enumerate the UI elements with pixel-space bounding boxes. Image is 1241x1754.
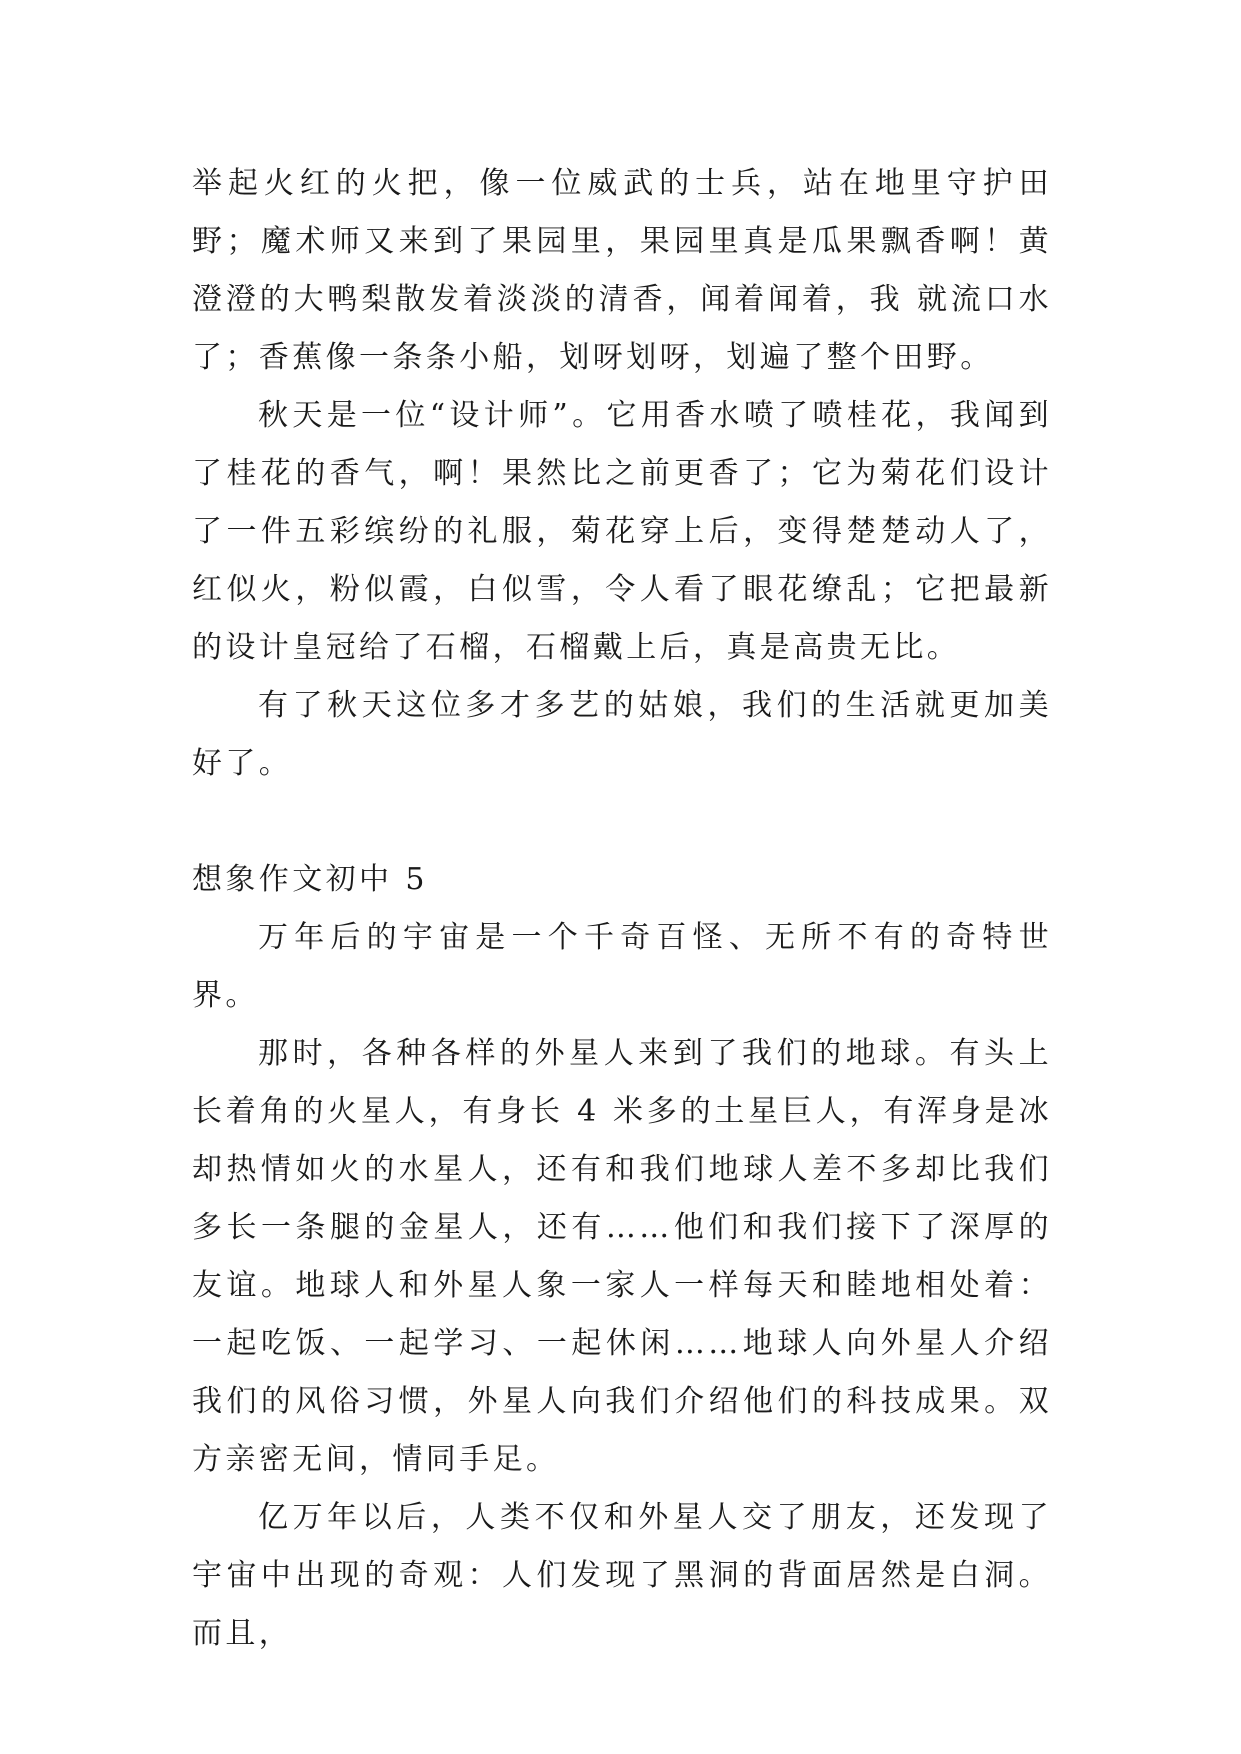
paragraph-white-hole: 亿万年以后，人类不仅和外星人交了朋友，还发现了宇宙中出现的奇观：人们发现了黑洞的背面居然是白洞。而且， — [192, 1500, 1052, 1651]
paragraph-fire-torch: 举起火红的火把，像一位威武的士兵，站在地里守护田野；魔术师又来到了果园里，果园里真是瓜果飘香啊！黄澄澄的大鸭梨散发着淡淡的清香，闻着闻着，我 就流口水了；香蕉像一条条小船，划呀划呀，划遍了整个田野。 — [192, 166, 1052, 375]
paragraph-aliens: 那时，各种各样的外星人来到了我们的地球。有头上长着角的火星人，有身长 4 米多的土星巨人，有浑身是冰却热情如火的水星人，还有和我们地球人差不多却比我们多长一条腿的金星人，还有……他们和我们接下了深厚的友谊。地球人和外星人象一家人一样每天和睦地相处着：一起吃饭、一起学习、一起休闲……地球人向外星人介绍我们的风俗习惯，外星人向我们介绍他们的科技成果。双方亲密无间，情同手足。 — [192, 1036, 1052, 1477]
paragraph-autumn-girl: 有了秋天这位多才多艺的姑娘，我们的生活就更加美好了。 — [192, 688, 1052, 781]
paragraph-universe-intro: 万年后的宇宙是一个千奇百怪、无所不有的奇特世界。 — [192, 920, 1052, 1013]
section-heading: 想象作文初中 5 — [192, 862, 428, 897]
document-body — [192, 155, 1052, 1663]
paragraph-autumn-designer: 秋天是一位“设计师”。它用香水喷了喷桂花，我闻到了桂花的香气，啊！果然比之前更香了；它为菊花们设计了一件五彩缤纷的礼服，菊花穿上后，变得楚楚动人了，红似火，粉似霞，白似雪，令人看了眼花缭乱；它把最新的设计皇冠给了石榴，石榴戴上后，真是高贵无比。 — [192, 398, 1052, 665]
